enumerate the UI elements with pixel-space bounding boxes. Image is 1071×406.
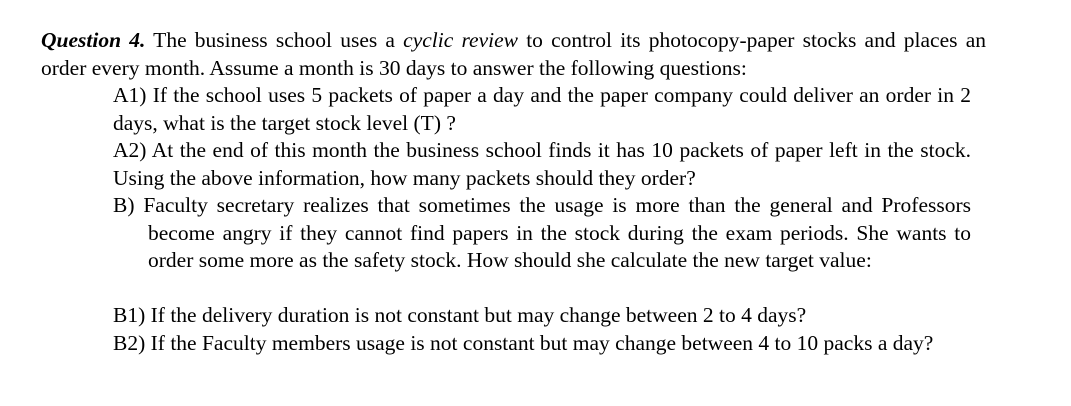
intro-text-part2: to control its photocopy-paper stocks and places an order every month. Assume a month is 30 days to answer the following questions: bbox=[41, 28, 986, 80]
item-label: B2) bbox=[113, 331, 146, 355]
item-text: At the end of this month the business school finds it has 10 packets of paper left in the stock. Using the above information, how many packets should they order? bbox=[113, 138, 971, 190]
item-text: Faculty secretary realizes that sometimes the usage is more than the general and Professors become angry if they cannot find papers in the stock during the exam periods. She wants to order some more as the safety stock. How should she calculate the new target value: bbox=[143, 193, 971, 272]
item-text: If the school uses 5 packets of paper a day and the paper company could deliver an order in 2 days, what is the target stock level (T) ? bbox=[113, 83, 972, 135]
question-item-b1 bbox=[113, 302, 971, 330]
item-text: If the Faculty members usage is not constant but may change between 4 to 10 packs a day? bbox=[150, 331, 934, 355]
intro-emphasis: cyclic review bbox=[403, 28, 518, 52]
item-label: B) bbox=[113, 193, 135, 217]
question-label: Question 4. bbox=[41, 28, 146, 52]
item-label: A1) bbox=[113, 83, 147, 107]
question-item-a2 bbox=[113, 137, 971, 192]
item-text: If the delivery duration is not constant but may change between 2 to 4 days? bbox=[150, 303, 807, 327]
item-label: A2) bbox=[113, 138, 147, 162]
question-item-b bbox=[113, 192, 971, 275]
item-label: B1) bbox=[113, 303, 146, 327]
question-item-b2 bbox=[113, 330, 971, 358]
question-item-a1 bbox=[113, 82, 971, 137]
intro-text-part1: The business school uses a bbox=[145, 28, 404, 52]
question-intro bbox=[41, 27, 986, 82]
